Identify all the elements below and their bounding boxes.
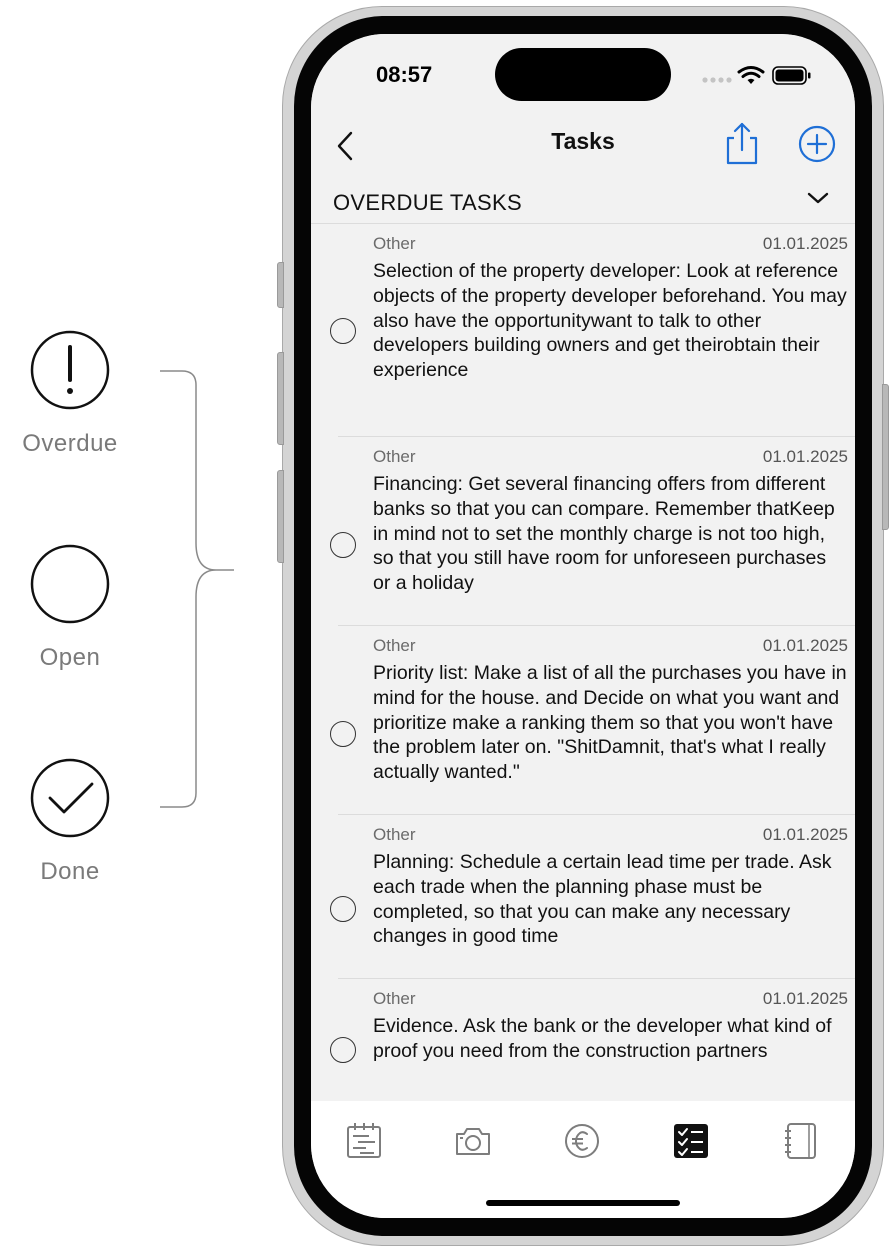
chevron-down-icon[interactable] <box>804 186 832 210</box>
task-category: Other <box>373 234 416 253</box>
task-row[interactable] <box>311 224 855 437</box>
silent-switch <box>277 262 284 308</box>
tab-bar <box>311 1101 855 1218</box>
task-open-circle-icon[interactable] <box>330 318 356 344</box>
task-row[interactable] <box>311 626 855 815</box>
chevron-left-icon[interactable] <box>333 126 361 166</box>
navigation-bar <box>311 118 855 184</box>
planner-icon <box>344 1121 384 1161</box>
done-legend-label: Done <box>40 858 100 885</box>
task-date: 01.01.2025 <box>762 636 848 655</box>
task-open-circle-icon[interactable] <box>330 532 356 558</box>
task-date: 01.01.2025 <box>762 989 848 1008</box>
tab-planner[interactable] <box>344 1121 384 1161</box>
task-row[interactable] <box>311 437 855 626</box>
share-icon[interactable] <box>723 120 761 168</box>
notebook-icon <box>780 1121 820 1161</box>
task-date: 01.01.2025 <box>762 825 848 844</box>
task-date: 01.01.2025 <box>762 447 848 466</box>
task-text: Priority list: Make a list of all the purchases you have in mind for the house. and Decide on what you want and prioritize make a ranking them so that you won't have the problem later on. "ShitDamnit, that's what I really actually wanted." <box>373 662 847 784</box>
task-open-circle-icon[interactable] <box>330 896 356 922</box>
task-date: 01.01.2025 <box>762 234 848 253</box>
euro-icon <box>562 1121 602 1161</box>
overdue-section-header[interactable] <box>311 184 855 224</box>
overdue-legend-label: Overdue <box>22 430 118 457</box>
signal-icon <box>702 77 731 82</box>
task-category: Other <box>373 636 416 655</box>
task-text: Selection of the property developer: Look at reference objects of the property developer beforehand. You may also have the opportunitywant to talk to other developers building owners and get theirobtain their experience <box>373 260 847 382</box>
overdue-legend-icon <box>30 330 110 410</box>
status-time: 08:57 <box>376 62 433 87</box>
task-open-circle-icon[interactable] <box>330 1037 356 1063</box>
volume-down-button <box>277 470 284 563</box>
tab-notes[interactable] <box>780 1121 820 1161</box>
phone-screen <box>311 34 855 1218</box>
volume-up-button <box>277 352 284 445</box>
status-bar <box>311 34 855 118</box>
task-list <box>311 224 855 1104</box>
task-text: Evidence. Ask the bank or the developer what kind of proof you need from the construction partners <box>373 1015 832 1062</box>
plus-circle-icon[interactable] <box>797 124 837 164</box>
open-legend-label: Open <box>39 644 101 671</box>
home-indicator[interactable] <box>486 1200 680 1206</box>
done-legend-icon <box>30 758 110 838</box>
tab-tasks[interactable] <box>671 1121 711 1161</box>
task-row[interactable] <box>311 815 855 979</box>
wifi-icon <box>739 68 763 77</box>
power-button <box>882 384 889 530</box>
checklist-icon <box>671 1121 711 1161</box>
task-category: Other <box>373 989 416 1008</box>
page-title: Tasks <box>551 128 615 154</box>
status-icons <box>701 64 841 88</box>
tab-camera[interactable] <box>453 1121 493 1161</box>
task-text: Planning: Schedule a certain lead time per trade. Ask each trade when the planning phase must be completed, so that you can make any necessary changes in good time <box>373 851 832 948</box>
wifi-dot-icon <box>748 79 755 84</box>
section-title: OVERDUE TASKS <box>333 190 522 215</box>
open-legend-icon <box>30 544 110 624</box>
task-open-circle-icon[interactable] <box>330 721 356 747</box>
task-category: Other <box>373 825 416 844</box>
camera-icon <box>453 1121 493 1161</box>
task-category: Other <box>373 447 416 466</box>
tab-costs[interactable] <box>562 1121 602 1161</box>
legend-bracket <box>158 365 238 813</box>
task-text: Financing: Get several financing offers from different banks so that you can compare. Remember thatKeep in mind not to set the monthly charge is not too high, so that you still have room for unforeseen purchases or a holiday <box>373 473 835 595</box>
task-row[interactable] <box>311 979 855 1104</box>
dynamic-island <box>495 48 671 101</box>
battery-icon <box>773 67 811 84</box>
